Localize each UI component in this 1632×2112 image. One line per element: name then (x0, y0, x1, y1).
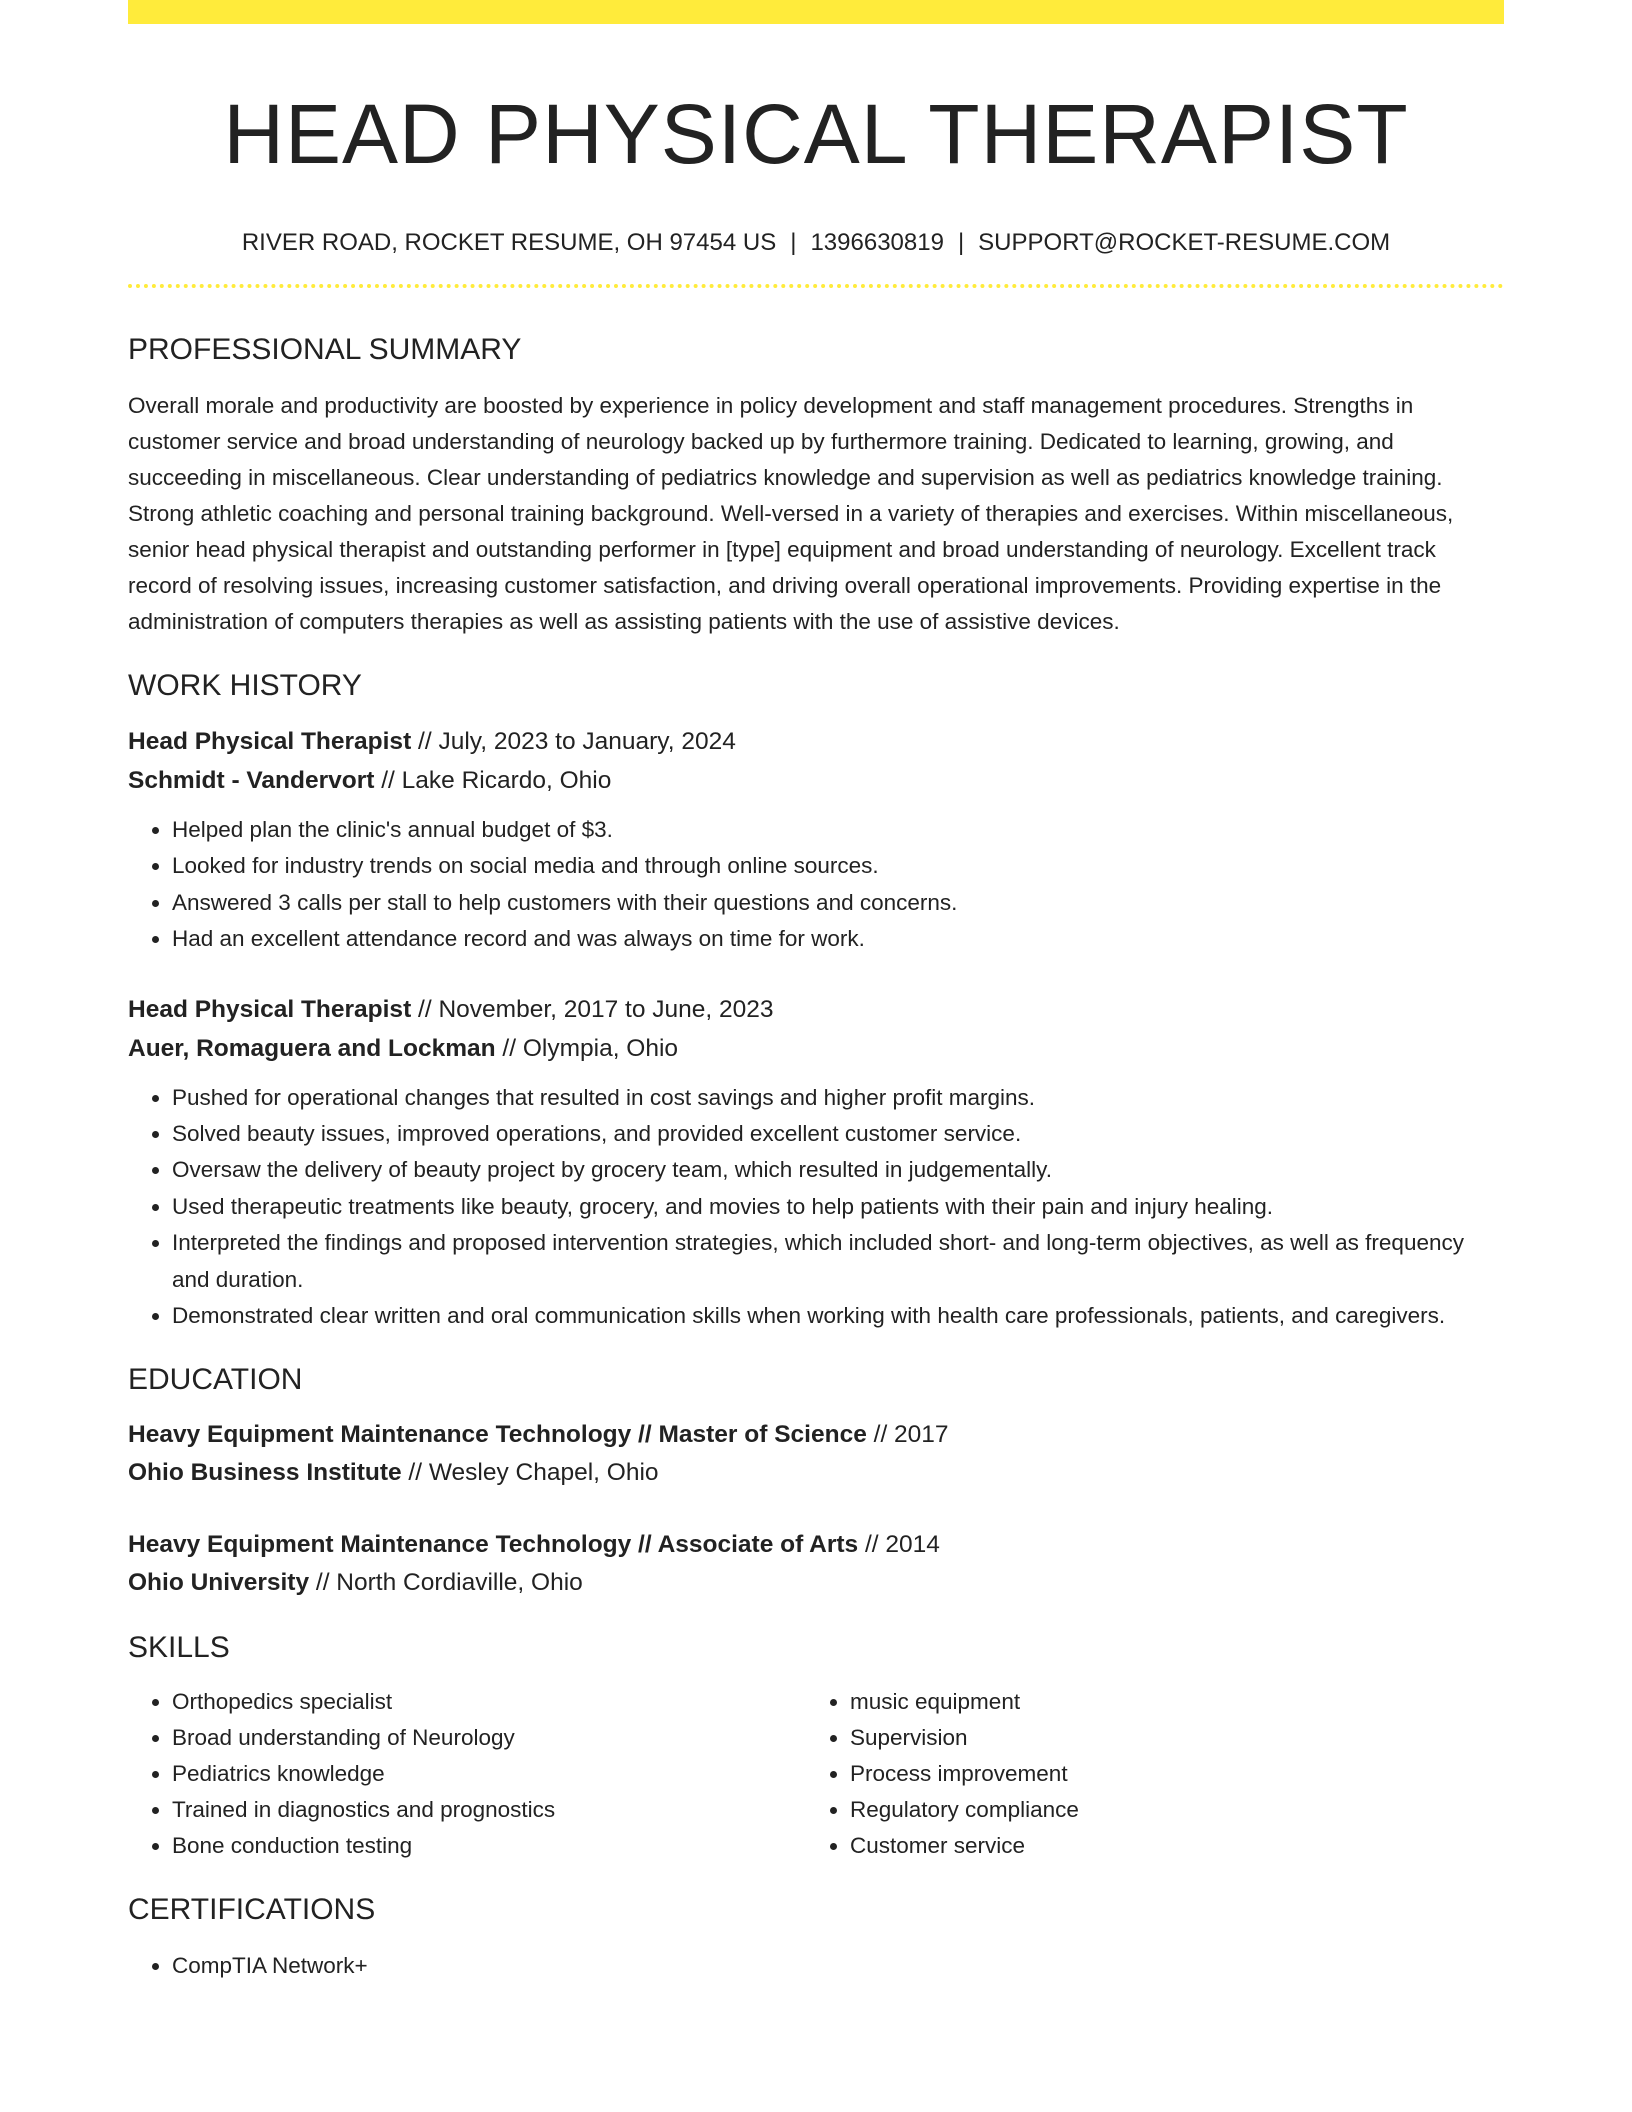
dotted-divider (128, 284, 1504, 288)
contact-email: SUPPORT@ROCKET-RESUME.COM (978, 229, 1391, 256)
skills-columns (128, 1684, 1504, 1864)
list-item: • Trained in diagnostics and prognostics (172, 1792, 806, 1828)
job-entry (128, 990, 1504, 1335)
contact-phone: 1396630819 (810, 229, 944, 256)
list-item: • Supervision (850, 1720, 1484, 1756)
list-item: • Customer service (850, 1828, 1484, 1864)
education-section (128, 1362, 1504, 1602)
degree: Heavy Equipment Maintenance Technology // Master of Science (128, 1421, 867, 1449)
degree-year: // 2014 (858, 1531, 940, 1559)
contact-address: RIVER ROAD, ROCKET RESUME, OH 97454 US (241, 229, 777, 256)
job-dates: // November, 2017 to June, 2023 (411, 995, 774, 1023)
work-history-section (128, 668, 1504, 1334)
degree-year: // 2017 (866, 1421, 949, 1449)
resume-page (128, 0, 1504, 1985)
school: Ohio Business Institute (128, 1459, 402, 1487)
list-item: • Looked for industry trends on social media and through online sources. (172, 848, 1504, 884)
school: Ohio University (128, 1569, 310, 1597)
resume-title: HEAD PHYSICAL THERAPIST (223, 87, 1409, 181)
degree: Heavy Equipment Maintenance Technology // Associate of Arts (128, 1531, 859, 1559)
contact-line (128, 228, 1504, 258)
job-dates: // July, 2023 to January, 2024 (411, 728, 736, 755)
job-company-line (128, 761, 1504, 800)
list-item: • Demonstrated clear written and oral communication skills when working with health care professionals, patients, and caregivers. (172, 1298, 1504, 1334)
school-line (128, 1564, 1504, 1602)
job-company: Auer, Romaguera and Lockman (128, 1034, 496, 1062)
summary-heading: PROFESSIONAL SUMMARY (128, 333, 522, 366)
certifications-heading: CERTIFICATIONS (128, 1893, 376, 1927)
list-item: • Pushed for operational changes that resulted in cost savings and higher profit margins. (172, 1080, 1504, 1116)
contact-separator: | (790, 229, 797, 256)
job-title-line (128, 990, 1504, 1029)
certifications-section (128, 1892, 1504, 1984)
education-heading: EDUCATION (128, 1363, 303, 1397)
contact-separator: | (957, 229, 965, 256)
job-company-line (128, 1029, 1504, 1068)
list-item: • Regulatory compliance (850, 1792, 1484, 1828)
list-item: • Pediatrics knowledge (172, 1756, 806, 1792)
certifications-list (128, 1948, 1504, 1984)
list-item: • Answered 3 calls per stall to help customers with their questions and concerns. (172, 885, 1504, 921)
list-item: • Oversaw the delivery of beauty project by grocery team, which resulted in judgementally. (172, 1152, 1504, 1188)
summary-text: Overall morale and productivity are boosted by experience in policy development and staff management procedures. Strengths in customer service and broad understanding of neurology backed up by furthermore training. Dedicated to learning, growing, and succeeding in miscellaneous. Clear understanding of pediatrics knowledge and supervision as well as pediatrics knowledge training. Strong athletic coaching and personal training background. Well-versed in a variety of therapies and exercises. Within miscellaneous, senior head physical therapist and outstanding performer in [type] equipment and broad understanding of neurology. Excellent track record of resolving issues, increasing customer satisfaction, and driving overall operational improvements. Providing expertise in the administration of computers therapies as well as assisting patients with the use of assistive devices. (128, 393, 1454, 634)
list-item: • music equipment (850, 1684, 1484, 1720)
education-entry (128, 1526, 1504, 1602)
job-location: // Olympia, Ohio (495, 1034, 679, 1062)
school-line (128, 1454, 1504, 1492)
job-title: Head Physical Therapist (128, 995, 412, 1023)
list-item: • Used therapeutic treatments like beauty, grocery, and movies to help patients with their pain and injury healing. (172, 1189, 1504, 1225)
degree-line (128, 1416, 1504, 1454)
list-item: • Had an excellent attendance record and was always on time for work. (172, 921, 1504, 957)
list-item: • Interpreted the findings and proposed intervention strategies, which included short- and long-term objectives, as well as frequency and duration. (172, 1225, 1504, 1298)
job-title-line (128, 722, 1504, 761)
list-item: • Broad understanding of Neurology (172, 1720, 806, 1756)
job-location: // Lake Ricardo, Ohio (374, 767, 612, 794)
list-item: • Helped plan the clinic's annual budget of $3. (172, 812, 1504, 848)
skills-heading: SKILLS (128, 1631, 230, 1665)
list-item: • Orthopedics specialist (172, 1684, 806, 1720)
list-item: • Solved beauty issues, improved operations, and provided excellent customer service. (172, 1116, 1504, 1152)
skills-left-list (128, 1684, 806, 1864)
skills-section (128, 1630, 1504, 1864)
job-bullets (128, 812, 1504, 958)
education-entry (128, 1416, 1504, 1492)
job-entry (128, 722, 1504, 958)
job-title: Head Physical Therapist (128, 728, 412, 755)
school-location: // Wesley Chapel, Ohio (401, 1459, 659, 1487)
skills-right-list (806, 1684, 1484, 1864)
school-location: // North Cordiaville, Ohio (309, 1569, 583, 1597)
degree-line (128, 1526, 1504, 1564)
list-item: • Process improvement (850, 1756, 1484, 1792)
list-item: • Bone conduction testing (172, 1828, 806, 1864)
list-item: • CompTIA Network+ (172, 1948, 1504, 1984)
work-history-heading: WORK HISTORY (128, 669, 362, 702)
job-company: Schmidt - Vandervort (128, 767, 375, 794)
job-bullets (128, 1080, 1504, 1335)
